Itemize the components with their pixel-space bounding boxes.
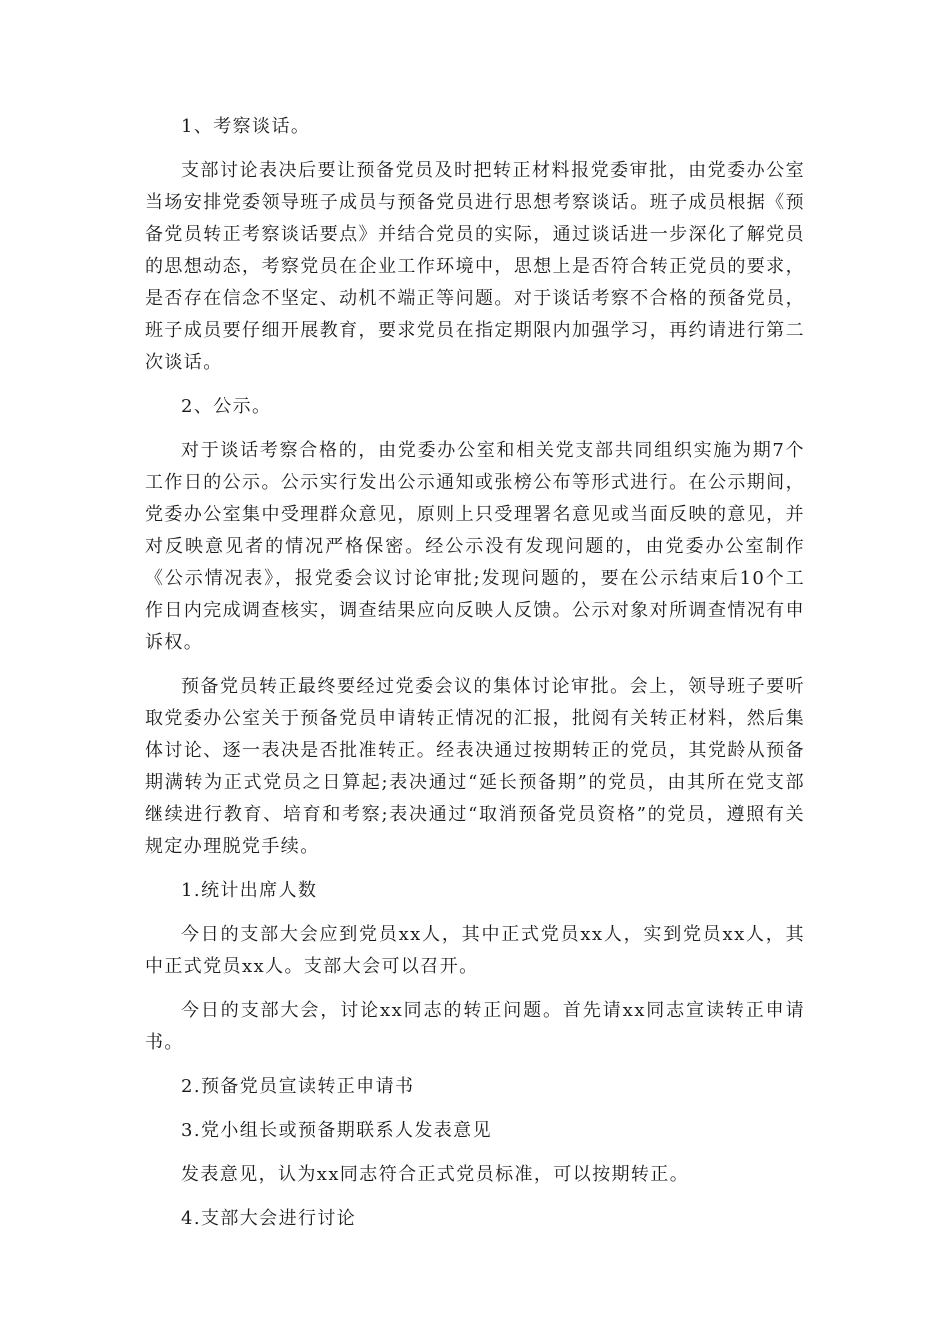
document-body [145,111,805,1247]
paragraph-approval: 预备党员转正最终要经过党委会议的集体讨论审批。会上，领导班子要听取党委办公室关于预备党员申请转正情况的汇报，批阅有关转正材料，然后集体讨论、逐一表决是否批准转正。经表决通过按期转正的党员，其党龄从预备期满转为正式党员之日算起;表决通过“延长预备期”的党员，由其所在党支部继续进行教育、培育和考察;表决通过“取消预备党员资格”的党员，遵照有关规定办理脱党手续。 [145,676,805,857]
step-heading-group-leader-opinion: 3.党小组长或预备期联系人发表意见 [181,1120,492,1141]
paragraph-agenda: 今日的支部大会，讨论xx同志的转正问题。首先请xx同志宣读转正申请书。 [145,1000,805,1053]
section-heading-interview: 1、考察谈话。 [181,116,311,137]
section-heading-publicity: 2、公示。 [181,396,272,417]
step-heading-discussion: 4.支部大会进行讨论 [181,1208,357,1229]
paragraph-attendance: 今日的支部大会应到党员xx人，其中正式党员xx人，实到党员xx人，其中正式党员xx人。支部大会可以召开。 [145,924,805,977]
paragraph-opinion: 发表意见，认为xx同志符合正式党员标准，可以按期转正。 [181,1164,690,1185]
step-heading-read-application: 2.预备党员宣读转正申请书 [181,1076,415,1097]
paragraph-publicity: 对于谈话考察合格的，由党委办公室和相关党支部共同组织实施为期7个工作日的公示。公示实行发出公示通知或张榜公布等形式进行。在公示期间，党委办公室集中受理群众意见，原则上只受理署名意见或当面反映的意见，并对反映意见者的情况严格保密。经公示没有发现问题的，由党委办公室制作《公示情况表》，报党委会议讨论审批;发现问题的，要在公示结束后10个工作日内完成调查核实，调查结果应向反映人反馈。公示对象对所调查情况有申诉权。 [145,440,805,653]
step-heading-attendance: 1.统计出席人数 [181,880,318,901]
paragraph-interview: 支部讨论表决后要让预备党员及时把转正材料报党委审批，由党委办公室当场安排党委领导班子成员与预备党员进行思想考察谈话。班子成员根据《预备党员转正考察谈话要点》并结合党员的实际，通过谈话进一步深化了解党员的思想动态，考察党员在企业工作环境中，思想上是否符合转正党员的要求，是否存在信念不坚定、动机不端正等问题。对于谈话考察不合格的预备党员，班子成员要仔细开展教育，要求党员在指定期限内加强学习，再约请进行第二次谈话。 [145,160,805,373]
